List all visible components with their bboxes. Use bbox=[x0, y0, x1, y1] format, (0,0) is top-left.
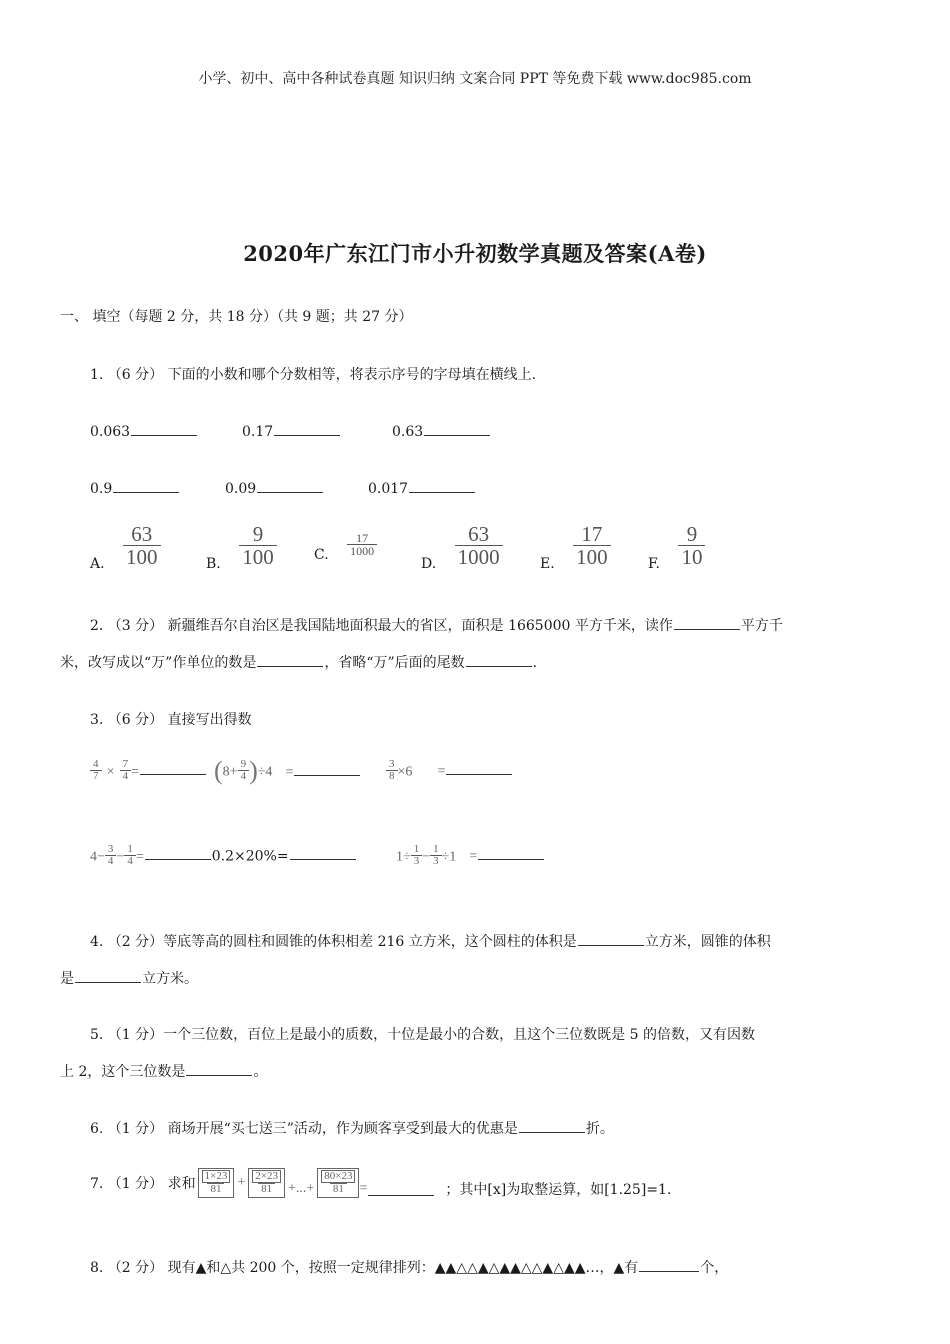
question-7-text: 7. （1 分） 求和 $\frac{1\times 23}{81}$ + $\frac{2\times 23}{81}$ +...+ $\frac{80\times 23}{81}$ = ；其中[x]为取整运算，如[1.25]=1. bbox=[90, 1170, 672, 1198]
question-6-text: 6. （1 分） 商场开展“买七送三”活动，作为顾客享受到最大的优惠是 折。 bbox=[90, 1118, 614, 1138]
answer-blank[interactable] bbox=[294, 761, 360, 776]
answer-blank[interactable] bbox=[140, 760, 206, 775]
option-a: A. $\frac{63}{100}$ bbox=[90, 524, 161, 572]
answer-blank[interactable] bbox=[519, 1118, 585, 1133]
option-b: B. $\frac{9}{100}$ bbox=[206, 524, 277, 572]
question-5-line1: 5. （1 分）一个三位数，百位上是最小的质数，十位是最小的合数，且这个三位数既是 5 的倍数，又有因数 bbox=[90, 1027, 755, 1043]
q3-expr-3: $\frac{3}{8}$ ×6 = bbox=[386, 759, 513, 783]
q1-item: 0.017 bbox=[368, 478, 476, 497]
question-3-text: 3. （6 分） 直接写出得数 bbox=[90, 712, 252, 728]
answer-blank[interactable] bbox=[424, 421, 490, 436]
answer-blank[interactable] bbox=[257, 652, 323, 667]
answer-blank[interactable] bbox=[639, 1257, 699, 1272]
question-1-text: 1. （6 分） 下面的小数和哪个分数相等，将表示序号的字母填在横线上. bbox=[90, 367, 537, 383]
answer-blank[interactable] bbox=[674, 615, 740, 630]
question-5-line2: 上 2，这个三位数是 。 bbox=[60, 1061, 267, 1081]
question-4-line2: 是 立方米。 bbox=[60, 968, 198, 988]
question-8-text: 8. （2 分） 现有▲和△共 200 个，按照一定规律排列：▲▲△△▲△▲▲△△▲△▲▲…，▲有 个， bbox=[90, 1257, 728, 1277]
question-2-line2: 米，改写成以“万”作单位的数是 ，省略“万”后面的尾数 . bbox=[60, 652, 537, 672]
answer-blank[interactable] bbox=[186, 1061, 252, 1076]
q3-expr-1: $\frac{4}{7}$ × $\frac{7}{4}$ = bbox=[90, 759, 207, 783]
q1-item: 0.063 bbox=[90, 421, 198, 440]
option-f: F. $\frac{9}{10}$ bbox=[648, 524, 705, 572]
question-2-line1: 2. （3 分） 新疆维吾尔自治区是我国陆地面积最大的省区，面积是 1665000 平方千米，读作 平方千 bbox=[90, 615, 783, 635]
answer-blank[interactable] bbox=[578, 931, 644, 946]
answer-blank[interactable] bbox=[274, 421, 340, 436]
answer-blank[interactable] bbox=[290, 845, 356, 860]
answer-blank[interactable] bbox=[368, 1181, 434, 1196]
answer-blank[interactable] bbox=[131, 421, 197, 436]
answer-blank[interactable] bbox=[75, 968, 141, 983]
answer-blank[interactable] bbox=[145, 845, 211, 860]
answer-blank[interactable] bbox=[446, 760, 512, 775]
answer-blank[interactable] bbox=[113, 478, 179, 493]
answer-blank[interactable] bbox=[478, 845, 544, 860]
answer-blank[interactable] bbox=[466, 652, 532, 667]
option-c: C. $\frac{17}{1000}$ bbox=[314, 532, 377, 563]
page-title: 2020年广东江门市小升初数学真题及答案(A卷) bbox=[243, 241, 707, 266]
option-d: D. $\frac{63}{1000}$ bbox=[421, 524, 503, 572]
section-heading: 一、 填空（每题 2 分，共 18 分）（共 9 题；共 27 分） bbox=[60, 309, 413, 325]
q3-expr-4: 4− $\frac{3}{4}$ − $\frac{1}{4}$ = 0.2×20%= bbox=[90, 844, 357, 868]
q3-expr-2: (8+ $\frac{9}{4}$ )÷4 = bbox=[214, 756, 361, 786]
question-4-line1: 4. （2 分）等底等高的圆柱和圆锥的体积相差 216 立方米，这个圆柱的体积是 立方米，圆锥的体积 bbox=[90, 931, 771, 951]
answer-blank[interactable] bbox=[409, 478, 475, 493]
option-e: E. $\frac{17}{100}$ bbox=[540, 524, 611, 572]
answer-blank[interactable] bbox=[257, 478, 323, 493]
q1-item: 0.63 bbox=[392, 421, 491, 440]
q1-item: 0.9 bbox=[90, 478, 180, 497]
q1-item: 0.09 bbox=[225, 478, 324, 497]
page-header: 小学、初中、高中各种试卷真题 知识归纳 文案合同 PPT 等免费下载 www.doc985.com bbox=[198, 71, 752, 87]
q3-expr-6: 1÷ $\frac{1}{3}$ − $\frac{1}{3}$ ÷1 = bbox=[396, 844, 545, 868]
q1-item: 0.17 bbox=[242, 421, 341, 440]
